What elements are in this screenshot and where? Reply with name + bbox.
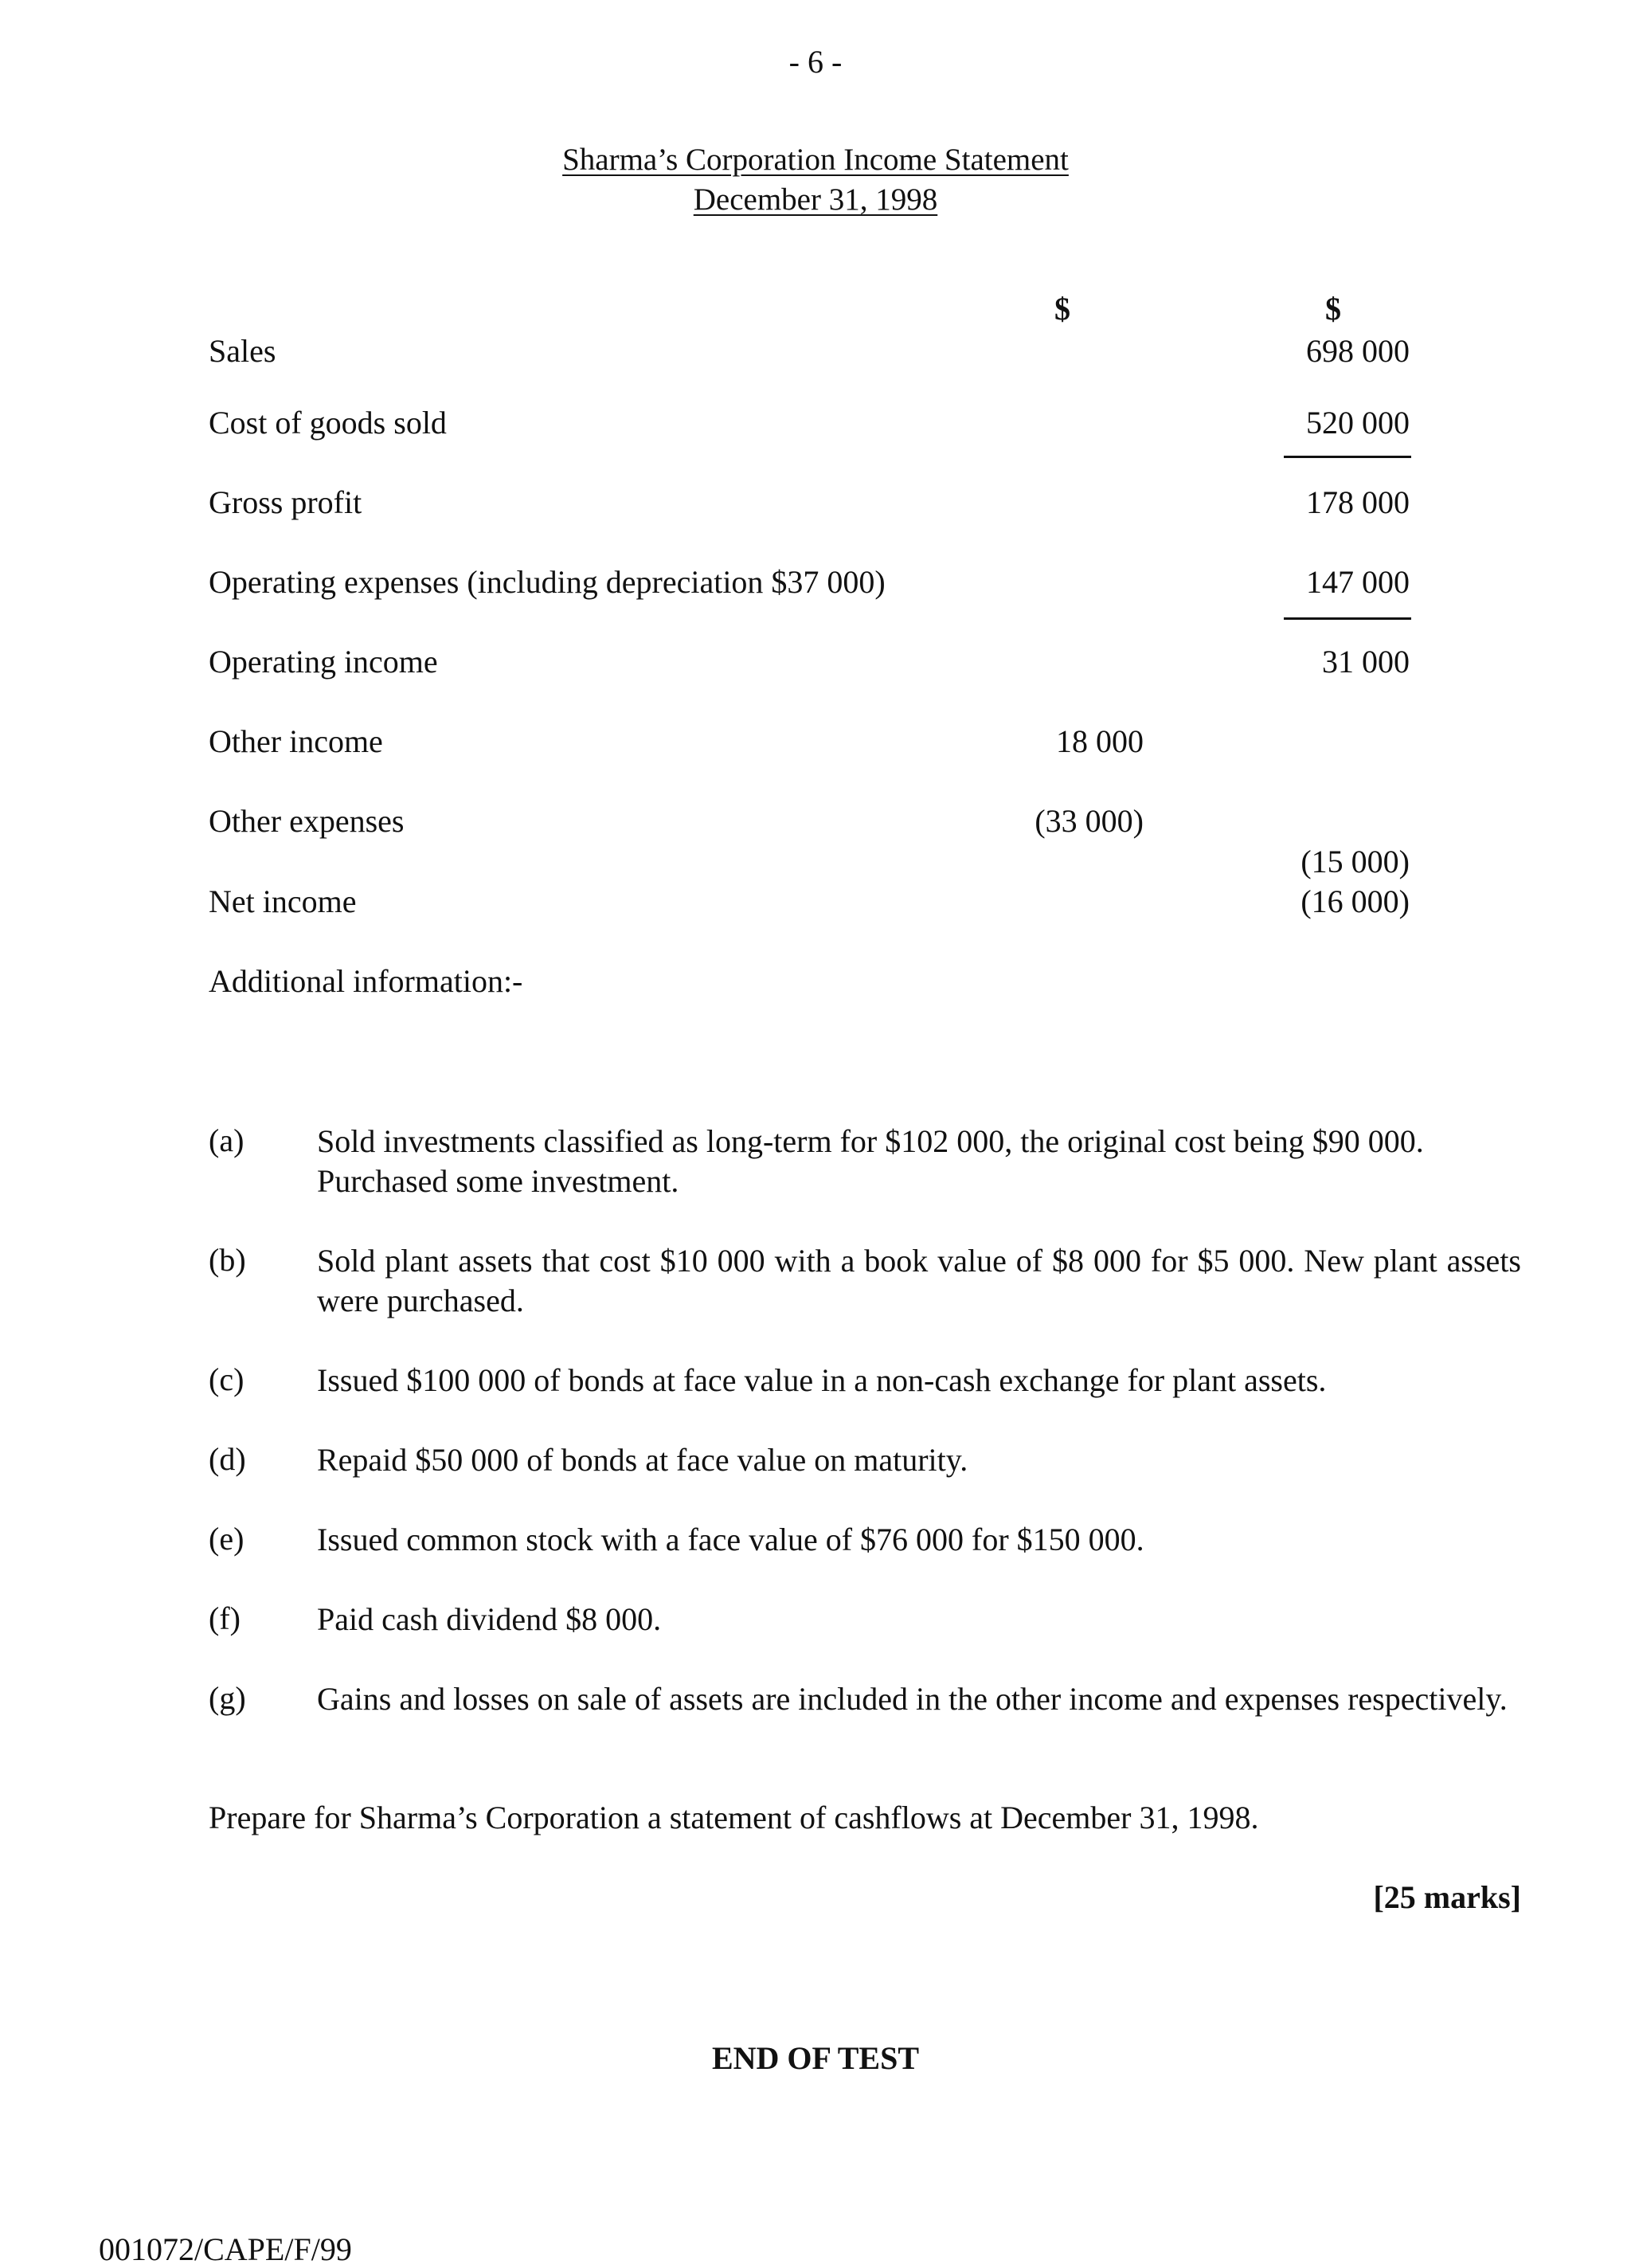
list-item-marker: (d) [209, 1441, 246, 1477]
statement-date [0, 182, 1631, 217]
statement-title-line1: Sharma’s Corporation Income Statement [562, 143, 1069, 177]
row-label-net-income: Net income [209, 883, 357, 919]
subtotal-rule [1284, 617, 1411, 620]
end-of-test: END OF TEST [711, 2040, 920, 2076]
row-label-other-income: Other income [209, 723, 383, 759]
marks-label: [25 marks] [1373, 1879, 1521, 1915]
row-value-other-net: (15 000) [1300, 844, 1410, 879]
list-item-marker: (c) [209, 1361, 244, 1397]
question-instruction: Prepare for Sharma’s Corporation a statement of cashflows at December 31, 1998. [209, 1800, 1259, 1835]
row-label-gross-profit: Gross profit [209, 484, 362, 520]
page-number: - 6 - [788, 44, 843, 80]
row-label-sales: Sales [209, 333, 276, 369]
row-label-operating-income: Operating income [209, 644, 438, 680]
statement-title [0, 142, 1631, 178]
list-item-text: Issued $100 000 of bonds at face value in a non-cash exchange for plant assets. [317, 1362, 1327, 1398]
list-item-marker: (b) [209, 1242, 246, 1278]
list-item-marker: (a) [209, 1122, 244, 1158]
row-value-operating-expenses: 147 000 [1306, 564, 1410, 600]
row-value-net-income: (16 000) [1300, 883, 1410, 919]
row-value-cogs: 520 000 [1306, 405, 1410, 441]
row-label-operating-expenses: Operating expenses (including depreciation $37 000) [209, 564, 886, 600]
row-value-other-expenses: (33 000) [1035, 803, 1144, 839]
row-value-operating-income: 31 000 [1322, 644, 1410, 680]
statement-title-line2: December 31, 1998 [693, 182, 938, 217]
list-item-text: Gains and losses on sale of assets are included in the other income and expenses respectively. [317, 1681, 1508, 1717]
column-header-col2: $ [1325, 291, 1341, 327]
list-item-marker: (e) [209, 1521, 244, 1557]
list-item-marker: (f) [209, 1600, 241, 1636]
list-item-text: Paid cash dividend $8 000. [317, 1601, 662, 1637]
list-item-text: Sold investments classified as long-term for $102 000, the original cost being $90 000. Purchased some investment. [317, 1123, 1424, 1199]
additional-info-heading: Additional information:- [209, 963, 523, 999]
list-item-text: Sold plant assets that cost $10 000 with a book value of $8 000 for $5 000. New plant assets were purchased. [317, 1243, 1521, 1318]
row-value-sales: 698 000 [1306, 333, 1410, 369]
row-value-other-income: 18 000 [1056, 723, 1144, 759]
document-code: 001072/CAPE/F/99 [99, 2231, 352, 2267]
row-label-cogs: Cost of goods sold [209, 405, 447, 441]
row-value-gross-profit: 178 000 [1306, 484, 1410, 520]
row-label-other-expenses: Other expenses [209, 803, 405, 839]
subtotal-rule [1284, 456, 1411, 458]
column-header-col1: $ [1054, 291, 1070, 327]
list-item-text: Issued common stock with a face value of $76 000 for $150 000. [317, 1522, 1144, 1557]
list-item-marker: (g) [209, 1680, 246, 1716]
list-item-text: Repaid $50 000 of bonds at face value on maturity. [317, 1442, 968, 1478]
